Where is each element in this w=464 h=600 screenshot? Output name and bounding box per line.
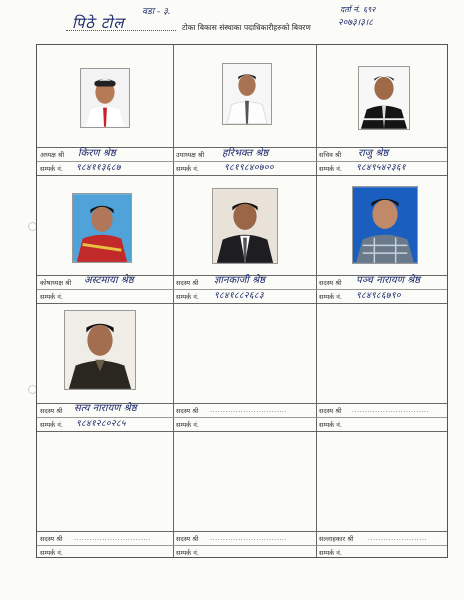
name-blank-9: .............................. <box>74 534 151 542</box>
row-divider <box>37 431 447 432</box>
document-title: टोका बिकास संस्थाका पदाधिकारीहरुको बिवरण <box>182 23 311 32</box>
photo-vice-president <box>222 63 272 125</box>
contact-label-treasurer: सम्पर्क नं. <box>40 293 63 301</box>
role-label-member-7: सदस्य श्री <box>176 407 199 415</box>
phone-president: ९८४११३६८७ <box>76 163 121 173</box>
name-member-panch-narayan: पञ्च नारायण श्रेष्ठ <box>356 275 421 286</box>
contact-label-member-10: सम्पर्क नं. <box>176 549 199 557</box>
name-secretary: राजु श्रेष्ठ <box>358 148 389 159</box>
name-blank-advisor: ....................... <box>368 534 428 542</box>
name-member-gyankaji: ज्ञानकाजी श्रेष्ठ <box>214 275 265 286</box>
name-vice-president: हरिभक्त श्रेष्ठ <box>222 148 269 159</box>
row-divider <box>37 531 447 532</box>
tole-name: पिठे टोल <box>72 14 125 32</box>
contact-label-member-7: सम्पर्क नं. <box>176 421 199 429</box>
role-label-vice-president: उपाध्यक्ष श्री <box>176 151 205 159</box>
ward-number: वडा - ३. <box>142 7 171 17</box>
contact-label-member-panch-narayan: सम्पर्क नं. <box>319 293 342 301</box>
role-label-member-8: सदस्य श्री <box>319 407 342 415</box>
name-member-satya-narayan: सत्य नारायण श्रेष्ठ <box>74 403 137 414</box>
contact-label-secretary: सम्पर्क नं. <box>319 165 342 173</box>
name-treasurer: अस्टमाया श्रेष्ठ <box>84 275 134 286</box>
contact-label-vice-president: सम्पर्क नं. <box>176 165 199 173</box>
photo-treasurer <box>72 193 132 263</box>
photo-secretary <box>358 66 410 130</box>
phone-member-gyankaji: ९८४१८८२६८३ <box>214 291 264 301</box>
registration-date: २०७३।३।८ <box>338 18 373 28</box>
tole-name-underline <box>66 30 176 31</box>
registration-number: दर्ता नं. ६९२ <box>340 5 376 14</box>
row-divider <box>37 545 447 546</box>
phone-member-satya-narayan: ९८४१२८०२८५ <box>76 419 126 429</box>
name-blank-8: .............................. <box>352 406 429 414</box>
role-label-member-gyankaji: सदस्य श्री <box>176 279 199 287</box>
role-label-advisor: सल्लाहकार श्री <box>319 535 354 543</box>
role-label-treasurer: कोषाध्यक्ष श्री <box>40 279 72 287</box>
photo-member-satya-narayan <box>64 310 136 390</box>
phone-secretary: ९८४९५४२३६१ <box>356 163 406 173</box>
contact-label-president: सम्पर्क नं. <box>40 165 63 173</box>
role-label-member-satya-narayan: सदस्य श्री <box>40 407 63 415</box>
role-label-member-9: सदस्य श्री <box>40 535 63 543</box>
contact-label-member-satya-narayan: सम्पर्क नं. <box>40 421 63 429</box>
role-label-president: अध्यक्ष श्री <box>40 151 65 159</box>
contact-label-member-gyankaji: सम्पर्क नं. <box>176 293 199 301</box>
row-divider <box>37 175 447 176</box>
row-divider <box>37 303 447 304</box>
column-divider <box>173 45 174 557</box>
photo-member-gyankaji <box>212 188 278 264</box>
phone-vice-president: ९८१९८४०७०० <box>224 163 274 173</box>
column-divider <box>316 45 317 557</box>
name-president: किरण श्रेष्ठ <box>78 148 116 159</box>
contact-label-member-9: सम्पर्क नं. <box>40 549 63 557</box>
photo-president <box>80 68 130 128</box>
phone-member-panch-narayan: ९८४९८६७९० <box>356 291 401 301</box>
contact-label-advisor: सम्पर्क नं. <box>319 549 342 557</box>
name-blank-10: .............................. <box>210 534 287 542</box>
role-label-member-10: सदस्य श्री <box>176 535 199 543</box>
contact-label-member-8: सम्पर्क नं. <box>319 421 342 429</box>
role-label-secretary: सचिव श्री <box>319 151 342 159</box>
name-blank-7: .............................. <box>210 406 287 414</box>
role-label-member-panch-narayan: सदस्य श्री <box>319 279 342 287</box>
photo-member-panch-narayan <box>352 186 418 264</box>
